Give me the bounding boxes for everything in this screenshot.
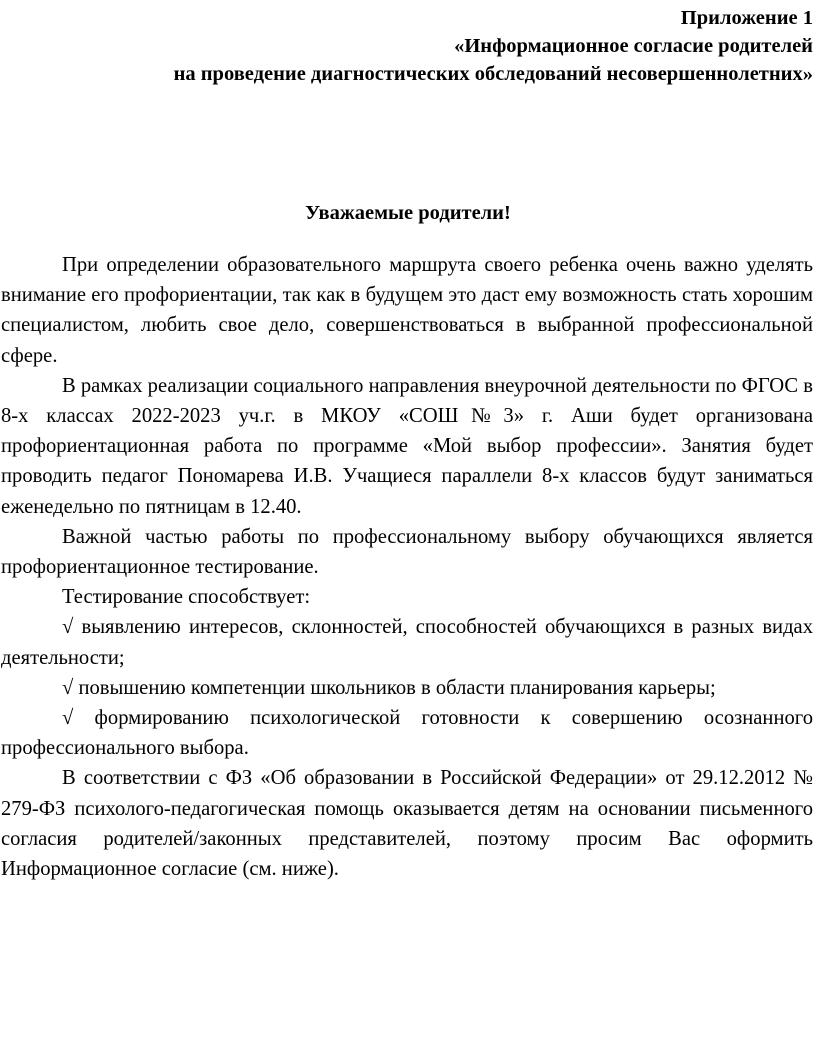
appendix-title-line-1: «Информационное согласие родителей: [454, 35, 813, 57]
greeting-heading: Уважаемые родители!: [305, 202, 511, 224]
letter-body: [1, 250, 813, 884]
paragraph-testing: Важной частью работы по профессиональному выбору обучающихся является профориентационное тестирование.: [1, 525, 813, 579]
appendix-title-line-2: на проведение диагностических обследований несовершеннолетних»: [173, 63, 813, 85]
check-item-career: √ повышению компетенции школьников в области планирования карьеры;: [62, 676, 716, 699]
paragraph-testing-helps: Тестирование способствует:: [62, 586, 311, 609]
appendix-header: [0, 4, 813, 88]
paragraph-program: В рамках реализации социального направления внеурочной деятельности по ФГОС в 8-х классах 2022-2023 уч.г. в МКОУ «СОШ№3» г. Аши будет организована профориентационная работа по программе «Мой выбор профессии». Занятия будет проводить педагог Пономарева И.В. Учащиеся параллели 8-х классов будут заниматься еженедельно по пятницам в 12.40.: [1, 374, 813, 518]
check-item-readiness: √ формированию психологической готовности к совершению осознанного профессионального выбора.: [1, 707, 813, 760]
paragraph-law: В соответствии с ФЗ «Об образовании в Российской Федерации» от 29.12.2012 № 279-ФЗ психолого-педагогическая помощь оказывается детям на основании письменного согласия родителей/законных представителей, поэтому просим Вас оформить Информационное согласие (см. ниже).: [1, 767, 813, 881]
appendix-number: Приложение 1: [680, 7, 813, 29]
check-item-interests: √ выявлению интересов, склонностей, способностей обучающихся в разных видах деятельности;: [1, 616, 813, 669]
paragraph-intro: При определении образовательного маршрута своего ребенка очень важно уделять внимание его профориентации, так как в будущем это даст ему возможность стать хорошим специалистом, любить свое дело, совершенствоваться в выбранной профессиональной сфере.: [1, 254, 813, 367]
